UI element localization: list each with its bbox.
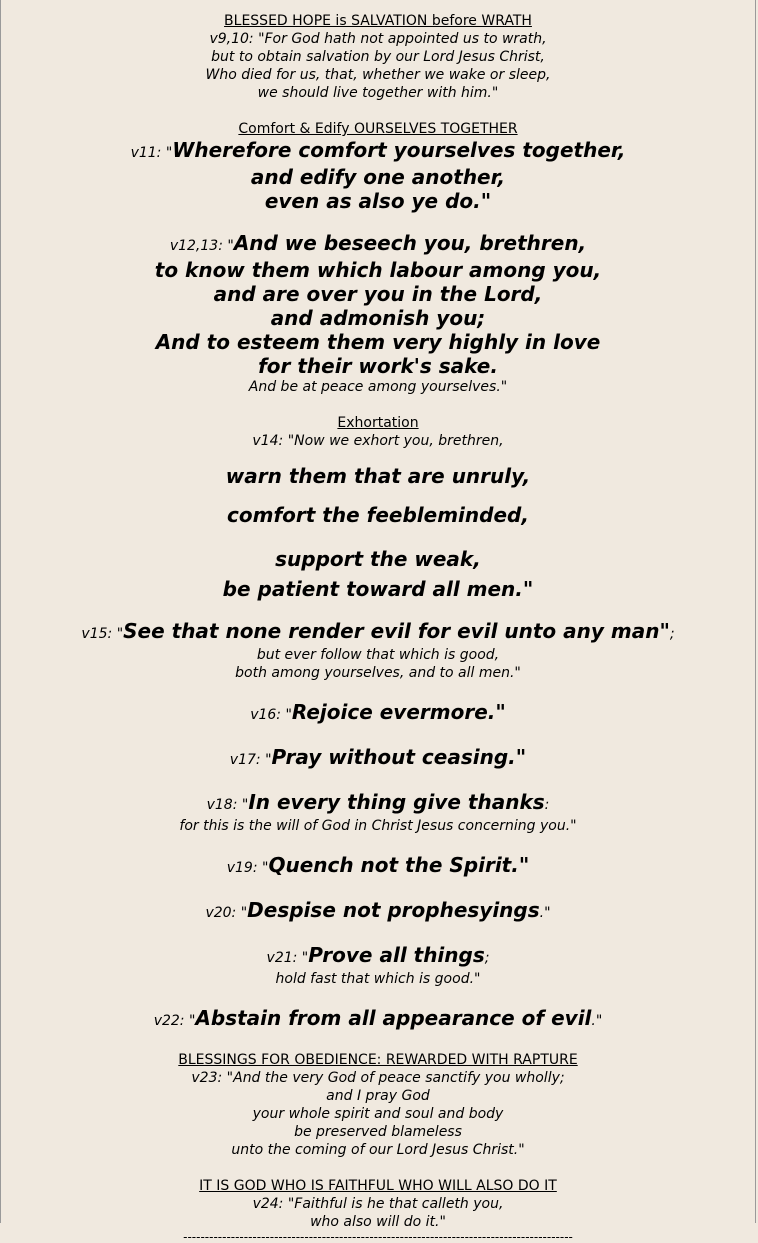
verse-line: hold fast that which is good." [275, 971, 481, 987]
section-heading: Comfort & Edify OURSELVES TOGETHER [238, 121, 518, 137]
verse-line: but to obtain salvation by our Lord Jesus Christ, [211, 49, 545, 65]
verse-line: Who died for us, that, whether we wake or sleep, [205, 67, 551, 83]
verse-line: "For God hath not appointed us to wrath, [258, 31, 547, 47]
verse-line: be patient toward all men." [222, 577, 534, 601]
section-beseech [1, 231, 755, 396]
verse-line: and admonish you; [270, 306, 486, 330]
verse-line: Wherefore comfort yourselves together, [172, 138, 626, 162]
verse-label: v18: " [206, 797, 249, 813]
verse-label: v21: " [266, 950, 309, 966]
verse-line: "And the very God of peace sanctify you wholly; [226, 1070, 565, 1086]
verse-line: And we beseech you, brethren, [233, 231, 587, 255]
verse-line: See that none render evil for evil unto any man" [123, 619, 670, 643]
verse-label: v14: [252, 433, 288, 449]
verse-line: And to esteem them very highly in love [155, 330, 601, 354]
divider-line: ------------------------------------------------------------------------------------------ [183, 1231, 573, 1243]
verse-line: Despise not prophesyings [247, 898, 540, 922]
section-exhortation [1, 414, 755, 601]
verse-v19 [1, 853, 755, 880]
verse-line: In every thing give thanks [248, 790, 545, 814]
verse-label: v17: " [229, 752, 272, 768]
verse-line: unto the coming of our Lord Jesus Christ." [231, 1142, 525, 1158]
verse-punct: ; [484, 950, 490, 966]
verse-line: but ever follow that which is good, [256, 647, 500, 663]
section-heading: Exhortation [337, 415, 419, 431]
section-heading: BLESSINGS FOR OBEDIENCE: REWARDED WITH RAPTURE [178, 1052, 578, 1068]
verse-label: v15: " [81, 626, 124, 642]
verse-punct: ." [591, 1013, 603, 1029]
section-v15 [1, 619, 755, 682]
verse-line: and I pray God [326, 1088, 430, 1104]
verse-line: even as also ye do." [264, 189, 492, 213]
verse-v16 [1, 700, 755, 727]
verse-v18 [1, 790, 755, 835]
verse-label: v24: [252, 1196, 288, 1212]
verse-label: v20: " [205, 905, 248, 921]
verse-line: comfort the feebleminded, [227, 503, 529, 527]
verse-line: for their work's sake. [258, 354, 498, 378]
verse-label: v12,13: " [169, 238, 234, 254]
verse-v17 [1, 745, 755, 772]
verse-line: be preserved blameless [294, 1124, 462, 1140]
verse-line: support the weak, [275, 547, 481, 571]
verse-label: v19: " [226, 860, 269, 876]
verse-line: warn them that are unruly, [225, 464, 531, 488]
section-blessings [1, 1051, 755, 1159]
section-heading: BLESSED HOPE is SALVATION before WRATH [224, 13, 532, 29]
verse-v22 [1, 1006, 755, 1033]
verse-punct: : [544, 797, 550, 813]
verse-label: v23: [191, 1070, 227, 1086]
verse-line: "Faithful is he that calleth you, [287, 1196, 504, 1212]
verse-punct: ; [669, 626, 675, 642]
verse-line: "Now we exhort you, brethren, [287, 433, 504, 449]
verse-line: Quench not the Spirit." [268, 853, 530, 877]
verse-line: Rejoice evermore." [291, 700, 506, 724]
verse-line: both among yourselves, and to all men." [235, 665, 521, 681]
verse-line: Pray without ceasing." [271, 745, 527, 769]
section-blessed-hope [1, 0, 755, 102]
verse-line: Prove all things [308, 943, 485, 967]
verse-line: to know them which labour among you, [154, 258, 602, 282]
verse-label: v9,10: [209, 31, 259, 47]
verse-v20 [1, 898, 755, 925]
verse-label: v16: " [250, 707, 292, 723]
verse-line: your whole spirit and soul and body [252, 1106, 504, 1122]
verse-label: v11: " [130, 145, 173, 161]
verse-label: v22: " [153, 1013, 196, 1029]
verse-line: who also will do it." [310, 1214, 446, 1230]
verse-line: and are over you in the Lord, [213, 282, 543, 306]
section-comfort-edify [1, 120, 755, 213]
section-heading: IT IS GOD WHO IS FAITHFUL WHO WILL ALSO DO IT [199, 1178, 557, 1194]
verse-line: we should live together with him." [257, 85, 499, 101]
verse-line: and edify one another, [250, 165, 506, 189]
verse-line: And be at peace among yourselves." [248, 379, 508, 395]
verse-v21 [1, 943, 755, 988]
verse-punct: ." [539, 905, 551, 921]
section-faithful [1, 1177, 755, 1243]
verse-line: Abstain from all appearance of evil [195, 1006, 592, 1030]
verse-line: for this is the will of God in Christ Jesus concerning you." [179, 818, 577, 834]
